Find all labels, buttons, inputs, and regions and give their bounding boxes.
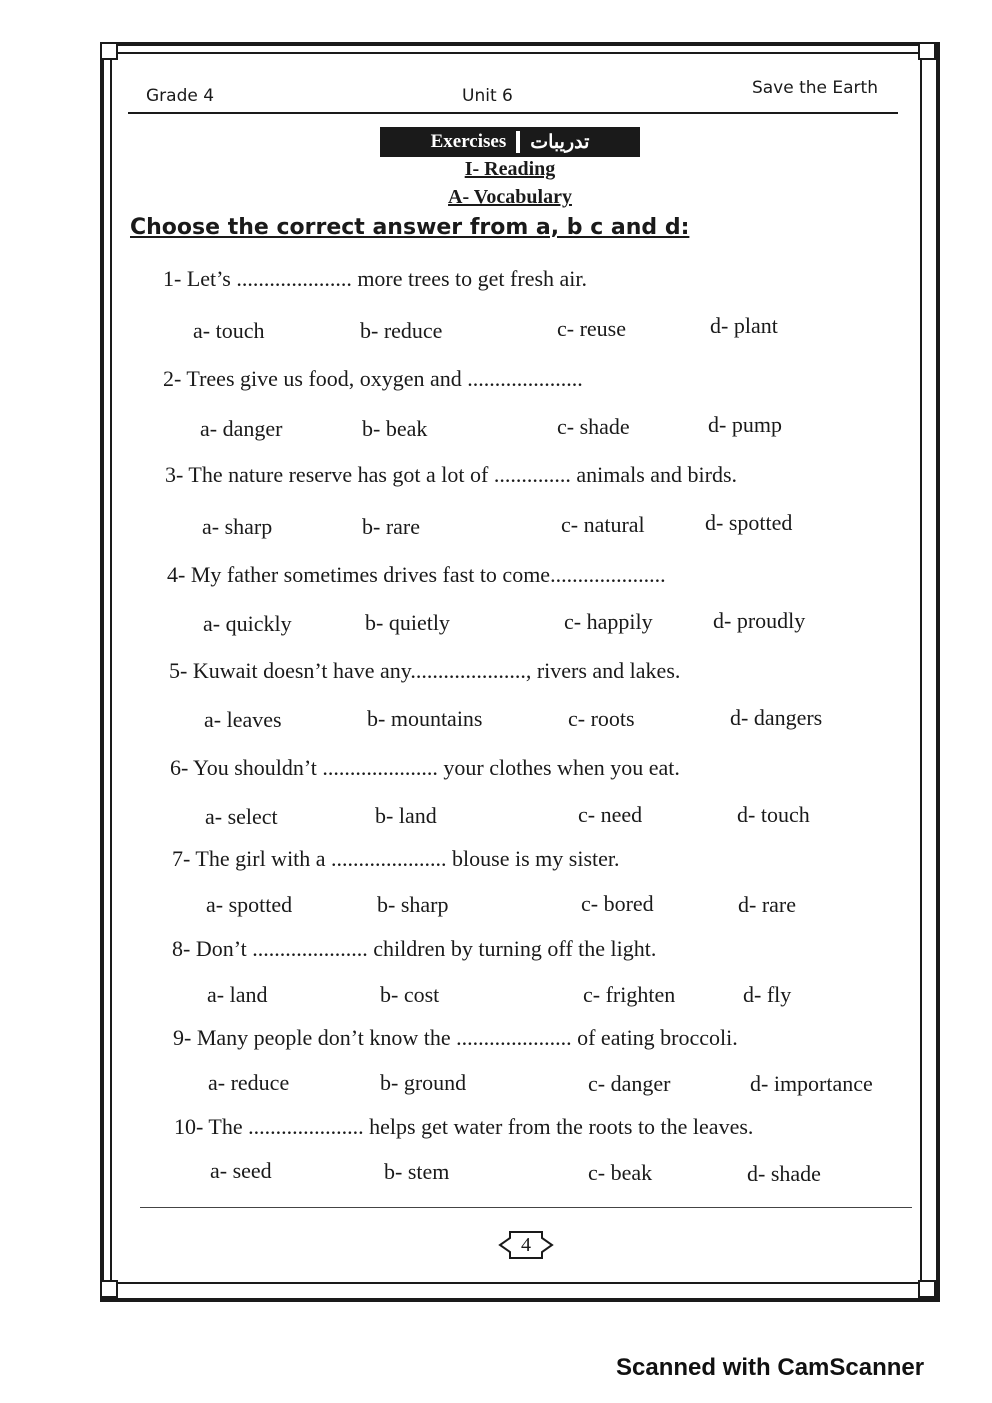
option-c[interactable]: c- need <box>578 802 643 827</box>
option-b[interactable]: b- ground <box>380 1070 467 1095</box>
option-c[interactable]: c- beak <box>588 1160 653 1185</box>
option-d[interactable]: d- dangers <box>730 705 823 730</box>
option-b[interactable]: b- rare <box>362 514 421 539</box>
question-6: 6- You shouldn’t ..................... your clothes when you eat. <box>170 755 680 780</box>
option-d[interactable]: d- shade <box>747 1161 821 1186</box>
option-a[interactable]: a- danger <box>200 416 283 441</box>
option-c[interactable]: c- reuse <box>557 316 627 341</box>
question-1: 1- Let’s ..................... more trees to get fresh air. <box>163 266 588 291</box>
option-b[interactable]: b- cost <box>380 982 440 1007</box>
option-b[interactable]: b- beak <box>362 416 428 441</box>
option-a[interactable]: a- leaves <box>204 707 282 732</box>
option-b[interactable]: b- land <box>375 803 437 828</box>
option-c[interactable]: c- happily <box>564 609 653 634</box>
section-heading-vocabulary: A- Vocabulary <box>448 186 572 208</box>
banner-arabic: تدريبات <box>530 131 590 153</box>
option-b[interactable]: b- mountains <box>367 706 483 731</box>
question-7: 7- The girl with a ..................... blouse is my sister. <box>172 846 620 871</box>
option-b[interactable]: b- quietly <box>365 610 450 635</box>
option-d[interactable]: d- proudly <box>713 608 806 633</box>
grade-label: Grade 4 <box>146 86 215 106</box>
option-d[interactable]: d- importance <box>750 1071 873 1096</box>
option-b[interactable]: b- stem <box>384 1159 450 1184</box>
unit-label: Unit 6 <box>462 86 513 106</box>
option-a[interactable]: a- land <box>207 982 268 1007</box>
question-2: 2- Trees give us food, oxygen and ..................... <box>163 366 583 391</box>
question-3: 3- The nature reserve has got a lot of .............. animals and birds. <box>165 462 738 487</box>
page-header <box>128 72 898 114</box>
question-8: 8- Don’t ..................... children by turning off the light. <box>172 936 657 961</box>
border-corner-ornament <box>918 42 936 60</box>
option-c[interactable]: c- roots <box>568 706 635 731</box>
option-c[interactable]: c- bored <box>581 891 654 916</box>
page-number: 4 <box>521 1234 531 1256</box>
footer-divider <box>140 1207 912 1208</box>
question-10: 10- The ..................... helps get water from the roots to the leaves. <box>174 1114 754 1139</box>
question-5: 5- Kuwait doesn’t have any....................., rivers and lakes. <box>169 658 681 683</box>
section-heading-reading: I- Reading <box>464 158 556 180</box>
question-4: 4- My father sometimes drives fast to come..................... <box>167 562 666 587</box>
border-corner-ornament <box>100 1280 118 1298</box>
option-d[interactable]: d- touch <box>737 802 810 827</box>
option-b[interactable]: b- sharp <box>377 892 449 917</box>
banner-divider <box>516 131 520 153</box>
option-c[interactable]: c- shade <box>557 414 630 439</box>
option-a[interactable]: a- quickly <box>203 611 292 636</box>
page-number-badge <box>496 1228 556 1262</box>
option-a[interactable]: a- touch <box>193 318 265 343</box>
scanner-watermark: Scanned with CamScanner <box>616 1354 925 1381</box>
instruction-text: Choose the correct answer from a, b c and d: <box>130 215 690 240</box>
option-d[interactable]: d- fly <box>743 982 792 1007</box>
option-d[interactable]: d- spotted <box>705 510 793 535</box>
option-c[interactable]: c- natural <box>561 512 645 537</box>
option-d[interactable]: d- rare <box>738 892 797 917</box>
option-c[interactable]: c- frighten <box>583 982 676 1007</box>
option-d[interactable]: d- plant <box>710 313 778 338</box>
question-9: 9- Many people don’t know the ..................... of eating broccoli. <box>173 1025 738 1050</box>
exercises-banner <box>380 127 640 157</box>
option-c[interactable]: c- danger <box>588 1071 671 1096</box>
border-corner-ornament <box>100 42 118 60</box>
option-a[interactable]: a- select <box>205 804 278 829</box>
option-a[interactable]: a- spotted <box>206 892 293 917</box>
option-d[interactable]: d- pump <box>708 412 782 437</box>
banner-english: Exercises <box>430 131 507 152</box>
option-a[interactable]: a- sharp <box>202 514 273 539</box>
option-a[interactable]: a- seed <box>210 1158 272 1183</box>
border-corner-ornament <box>918 1280 936 1298</box>
option-a[interactable]: a- reduce <box>208 1070 290 1095</box>
option-b[interactable]: b- reduce <box>360 318 443 343</box>
unit-title: Save the Earth <box>751 78 878 98</box>
